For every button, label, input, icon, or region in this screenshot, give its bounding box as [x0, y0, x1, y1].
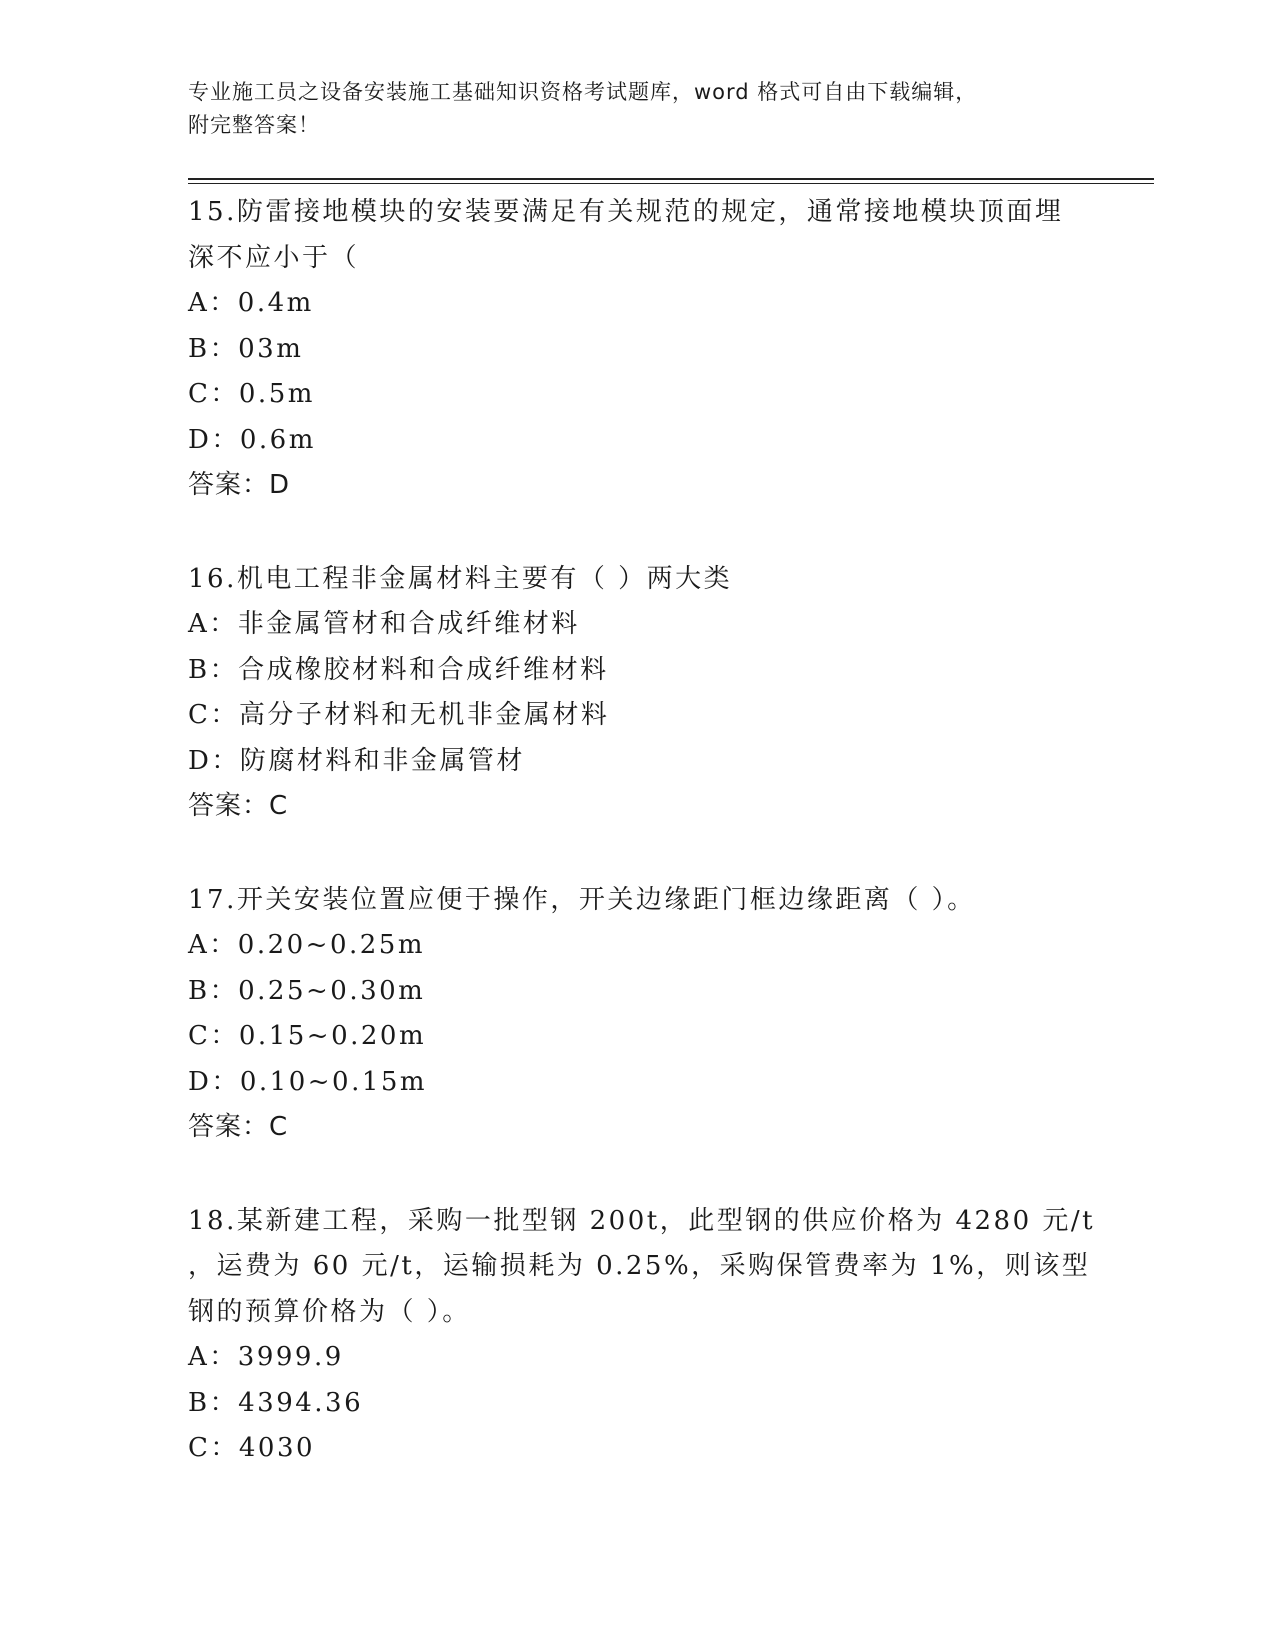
option-b: B：0.25~0.30m [188, 975, 426, 1006]
option-b: B：03m [188, 333, 304, 364]
option-a: A：0.20~0.25m [188, 930, 425, 960]
question-16 [188, 557, 1088, 830]
question-text: ，运费为 60 元/t，运输损耗为 0.25%，采购保管费率为 1%，则该型 [188, 1251, 1091, 1281]
document-header [188, 76, 1068, 142]
option-a: A：非金属管材和合成纤维材料 [188, 609, 580, 639]
question-15 [188, 190, 1088, 509]
answer-line: 答案：C [188, 791, 289, 821]
option-c: C：0.5m [188, 379, 315, 409]
option-a: A：0.4m [188, 288, 314, 318]
question-text: 17.开关安装位置应便于操作，开关边缘距门框边缘距离（ ）。 [188, 884, 976, 915]
answer-line: 答案：C [188, 1112, 289, 1142]
question-text: 钢的预算价格为（ ）。 [188, 1296, 471, 1327]
question-text: 16.机电工程非金属材料主要有（ ）两大类 [188, 563, 733, 594]
question-text: 18.某新建工程，采购一批型钢 200t，此型钢的供应价格为 4280 元/t [188, 1205, 1096, 1236]
header-divider-thin [188, 183, 1154, 184]
question-18 [188, 1199, 1096, 1472]
header-line: 专业施工员之设备安装施工基础知识资格考试题库，word 格式可自由下载编辑， [188, 80, 978, 104]
option-b: B：4394.36 [188, 1387, 364, 1418]
option-d: D：0.10~0.15m [188, 1066, 428, 1097]
question-text: 15.防雷接地模块的安装要满足有关规范的规定，通常接地模块顶面埋 [188, 197, 1064, 227]
question-text: 深不应小于（ [188, 242, 360, 273]
option-b: B：合成橡胶材料和合成纤维材料 [188, 654, 609, 685]
question-list [188, 190, 1096, 1520]
option-c: C：高分子材料和无机非金属材料 [188, 700, 610, 730]
option-c: C：4030 [188, 1433, 316, 1463]
option-c: C：0.15~0.20m [188, 1021, 427, 1051]
answer-line: 答案：D [188, 470, 291, 500]
header-divider-thick [188, 178, 1154, 180]
header-line: 附完整答案！ [188, 113, 320, 137]
option-a: A：3999.9 [188, 1342, 344, 1372]
question-17 [188, 878, 1088, 1151]
option-d: D：0.6m [188, 424, 316, 455]
option-d: D：防腐材料和非金属管材 [188, 745, 525, 776]
